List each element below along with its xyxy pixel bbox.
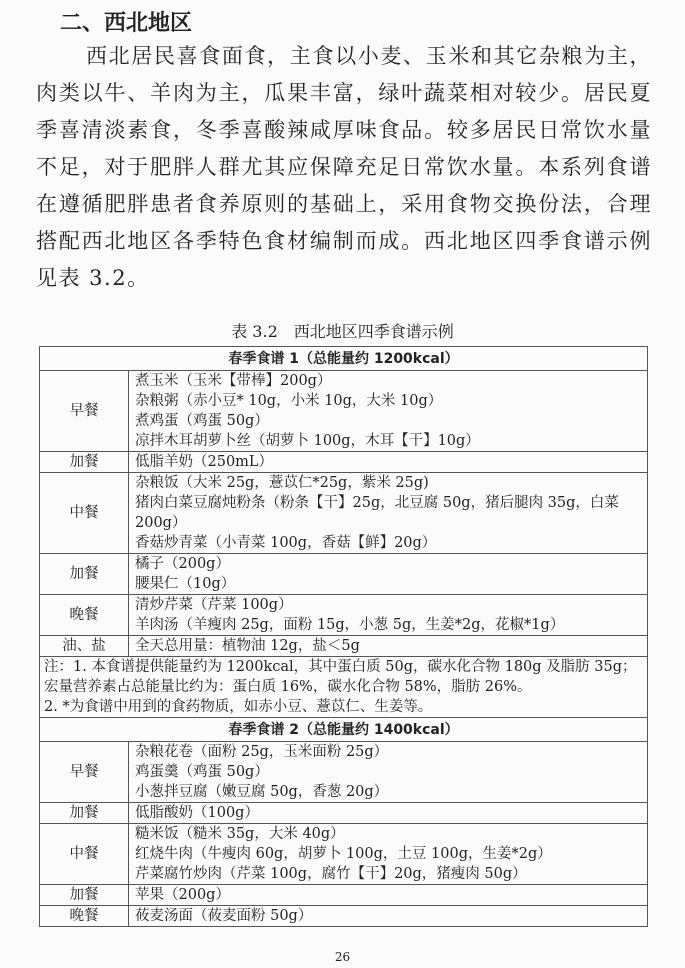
- table-row: [40, 824, 648, 885]
- food-item: 煮鸡蛋（鸡蛋 50g）: [135, 413, 269, 429]
- food-item: 香菇炒青菜（小青菜 100g，香菇【鲜】20g）: [135, 535, 437, 551]
- meal-label: 加餐: [40, 554, 129, 595]
- table-row: [40, 803, 648, 824]
- notes-cell: [40, 657, 648, 718]
- meal-label: 加餐: [40, 803, 129, 824]
- food-item: 芹菜腐竹炒肉（芹菜 100g，腐竹【干】20g，猪瘦肉 50g）: [135, 866, 527, 882]
- table-row: [40, 636, 648, 657]
- intro-paragraph: 西北居民喜食面食，主食以小麦、玉米和其它杂粮为主，肉类以牛、羊肉为主，瓜果丰富，绿叶蔬菜相对较少。居民夏季喜清淡素食，冬季喜酸辣咸厚味食品。较多居民日常饮水量不足，对于肥胖人群尤其应保障充足日常饮水量。本系列食谱在遵循肥胖患者食养原则的基础上，采用食物交换份法，合理搭配西北地区各季特色食材编制而成。西北地区四季食谱示例见表 3.2。: [36, 44, 652, 290]
- menu-header-row: [40, 347, 648, 371]
- note-text: 2. *为食谱中用到的食药物质，如赤小豆、薏苡仁、生姜等。: [44, 699, 433, 715]
- meal-label: 早餐: [40, 371, 129, 452]
- meal-label: 加餐: [40, 885, 129, 906]
- section-heading: 二、西北地区: [60, 11, 193, 36]
- meal-items: [129, 452, 648, 473]
- food-item: 全天总用量：植物油 12g，盐＜5g: [135, 638, 360, 654]
- table-row: [40, 452, 648, 473]
- meal-items: [129, 742, 648, 803]
- food-item: 鸡蛋羹（鸡蛋 50g）: [135, 764, 269, 780]
- food-item: 腰果仁（10g）: [135, 576, 236, 592]
- table-row: [40, 371, 648, 452]
- note-text: 注：1. 本食谱提供能量约为 1200kcal，其中蛋白质 50g，碳水化合物 180g 及脂肪 35g；宏量营养素占总能量比约为：蛋白质 16%，碳水化合物 58%，脂肪 26%。: [44, 659, 637, 695]
- meal-items: [129, 636, 648, 657]
- food-item: 猪肉白菜豆腐炖粉条（粉条【干】25g，北豆腐 50g，猪后腿肉 35g，白菜 200g）: [135, 495, 619, 531]
- page-number: 26: [334, 950, 351, 964]
- meal-label: 加餐: [40, 452, 129, 473]
- table-caption: 表 3.2 西北地区四季食谱示例: [231, 322, 454, 341]
- table-row: [40, 885, 648, 906]
- food-item: 凉拌木耳胡萝卜丝（胡萝卜 100g，木耳【干】10g）: [135, 433, 480, 449]
- table-row: [40, 742, 648, 803]
- meal-items: [129, 554, 648, 595]
- food-item: 羊肉汤（羊瘦肉 25g，面粉 15g，小葱 5g，生姜*2g，花椒*1g）: [135, 617, 565, 633]
- meal-items: [129, 803, 648, 824]
- food-item: 杂粮粥（赤小豆* 10g，小米 10g，大米 10g）: [135, 393, 443, 409]
- notes-row: [40, 657, 648, 718]
- table-row: [40, 595, 648, 636]
- menu-title: 春季食谱 1（总能量约 1200kcal）: [40, 347, 648, 371]
- food-item: 糙米饭（糙米 35g，大米 40g）: [135, 826, 345, 842]
- meal-items: [129, 885, 648, 906]
- meal-label: 中餐: [40, 824, 129, 885]
- meal-items: [129, 906, 648, 927]
- food-item: 小葱拌豆腐（嫩豆腐 50g，香葱 20g）: [135, 784, 389, 800]
- food-item: 低脂羊奶（250mL）: [135, 454, 274, 470]
- food-item: 杂粮花卷（面粉 25g，玉米面粉 25g）: [135, 744, 389, 760]
- food-item: 清炒芹菜（芹菜 100g）: [135, 597, 293, 613]
- food-item: 橘子（200g）: [135, 556, 230, 572]
- food-item: 红烧牛肉（牛瘦肉 60g，胡萝卜 100g，土豆 100g，生姜*2g）: [135, 846, 552, 862]
- meal-items: [129, 824, 648, 885]
- food-item: 苹果（200g）: [135, 887, 230, 903]
- table-row: [40, 473, 648, 554]
- meal-label: 早餐: [40, 742, 129, 803]
- food-item: 低脂酸奶（100g）: [135, 805, 259, 821]
- meal-label: 晚餐: [40, 906, 129, 927]
- meal-items: [129, 473, 648, 554]
- table-row: [40, 554, 648, 595]
- table-row: [40, 906, 648, 927]
- menu-table: [39, 346, 648, 927]
- meal-label: 油、盐: [40, 636, 129, 657]
- meal-items: [129, 371, 648, 452]
- menu-title: 春季食谱 2（总能量约 1400kcal）: [40, 718, 648, 742]
- meal-label: 中餐: [40, 473, 129, 554]
- food-item: 杂粮饭（大米 25g，薏苡仁*25g，紫米 25g): [135, 475, 429, 491]
- meal-items: [129, 595, 648, 636]
- meal-label: 晚餐: [40, 595, 129, 636]
- food-item: 莜麦汤面（莜麦面粉 50g）: [135, 908, 313, 924]
- menu-header-row: [40, 718, 648, 742]
- food-item: 煮玉米（玉米【带棒】200g）: [135, 373, 332, 389]
